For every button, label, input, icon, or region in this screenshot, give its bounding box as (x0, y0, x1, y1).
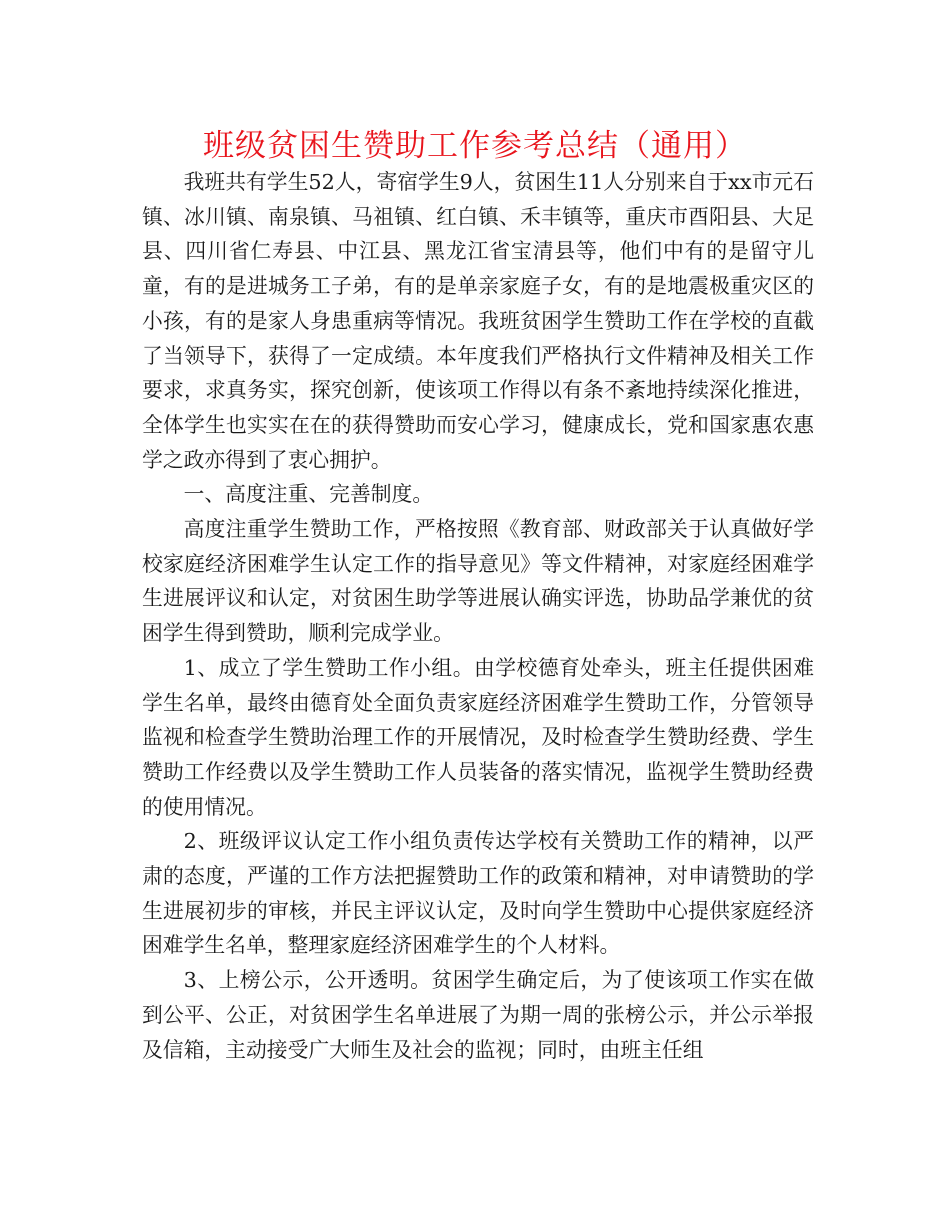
paragraph: 1、成立了学生赞助工作小组。由学校德育处牵头，班主任提供困难学生名单，最终由德育处全面负责家庭经济困难学生赞助工作，分管领导监视和检查学生赞助治理工作的开展情况，及时检查学生赞助经费、学生赞助工作经费以及学生赞助工作人员装备的落实情况，监视学生赞助经费的使用情况。 (142, 655, 814, 819)
document-title: 班级贫困生赞助工作参考总结（通用） (203, 128, 747, 164)
paragraph: 高度注重学生赞助工作，严格按照《教育部、财政部关于认真做好学校家庭经济困难学生认定工作的指导意见》等文件精神，对家庭经困难学生进展评议和认定，对贫困生助学等进展认确实评选，协助品学兼优的贫困学生得到赞助，顺利完成学业。 (142, 517, 814, 646)
paragraph: 3、上榜公示，公开透明。贫困学生确定后，为了使该项工作实在做到公平、公正，对贫困学生名单进展了为期一周的张榜公示，并公示举报及信箱，主动接受广大师生及社会的监视；同时，由班主任组 (142, 968, 814, 1062)
paragraph: 我班共有学生52人，寄宿学生9人，贫困生11人分别来自于xx市元石镇、冰川镇、南泉镇、马祖镇、红白镇、禾丰镇等，重庆市酉阳县、大足县、四川省仁寿县、中江县、黑龙江省宝清县等，他们中有的是留守儿童，有的是进城务工子弟，有的是单亲家庭子女，有的是地震极重灾区的小孩，有的是家人身患重病等情况。我班贫困学生赞助工作在学校的直截了当领导下，获得了一定成绩。本年度我们严格执行文件精神及相关工作要求，求真务实，探究创新，使该项工作得以有条不紊地持续深化推进，全体学生也实实在在的获得赞助而安心学习，健康成长，党和国家惠农惠学之政亦得到了衷心拥护。 (142, 170, 814, 472)
paragraph: 2、班级评议认定工作小组负责传达学校有关赞助工作的精神，以严肃的态度，严谨的工作方法把握赞助工作的政策和精神，对申请赞助的学生进展初步的审核，并民主评议认定，及时向学生赞助中心提供家庭经济困难学生名单，整理家庭经济困难学生的个人材料。 (142, 829, 814, 958)
document-body (142, 165, 814, 1067)
section-heading: 一、高度注重、完善制度。 (183, 482, 434, 507)
